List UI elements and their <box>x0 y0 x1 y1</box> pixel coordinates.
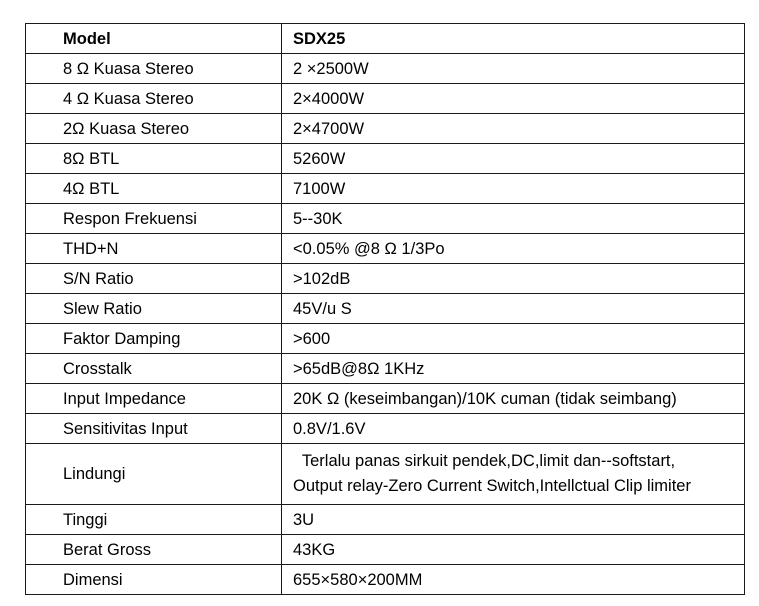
row-label: Faktor Damping <box>26 324 282 354</box>
row-value: >102dB <box>282 264 745 294</box>
row-label: Slew Ratio <box>26 294 282 324</box>
row-label: Sensitivitas Input <box>26 414 282 444</box>
row-label: Berat Gross <box>26 535 282 565</box>
row-value: 7100W <box>282 174 745 204</box>
table-row <box>26 144 745 174</box>
table-row <box>26 174 745 204</box>
spec-table <box>25 23 745 595</box>
table-row <box>26 414 745 444</box>
table-row <box>26 54 745 84</box>
row-label: Dimensi <box>26 565 282 595</box>
header-value: SDX25 <box>282 24 745 54</box>
row-value: 0.8V/1.6V <box>282 414 745 444</box>
row-value: 2 ×2500W <box>282 54 745 84</box>
table-row <box>26 354 745 384</box>
row-value-line: Output relay-Zero Current Switch,Intellctual Clip limiter <box>293 477 691 495</box>
row-value <box>282 444 745 505</box>
row-label: 4 Ω Kuasa Stereo <box>26 84 282 114</box>
row-value: 43KG <box>282 535 745 565</box>
row-label: Input Impedance <box>26 384 282 414</box>
table-row <box>26 444 745 505</box>
row-value: >600 <box>282 324 745 354</box>
table-row <box>26 505 745 535</box>
row-label: S/N Ratio <box>26 264 282 294</box>
table-header-row <box>26 24 745 54</box>
row-value: 45V/u S <box>282 294 745 324</box>
row-label: 8Ω BTL <box>26 144 282 174</box>
header-label: Model <box>26 24 282 54</box>
row-value: 3U <box>282 505 745 535</box>
table-row <box>26 204 745 234</box>
table-row <box>26 565 745 595</box>
row-value: 2×4000W <box>282 84 745 114</box>
table-row <box>26 264 745 294</box>
row-value: 5260W <box>282 144 745 174</box>
row-label: Lindungi <box>26 444 282 505</box>
row-value: 20K Ω (keseimbangan)/10K cuman (tidak seimbang) <box>282 384 745 414</box>
row-value: <0.05% @8 Ω 1/3Po <box>282 234 745 264</box>
row-label: Respon Frekuensi <box>26 204 282 234</box>
table-row <box>26 324 745 354</box>
table-row <box>26 294 745 324</box>
row-label: Crosstalk <box>26 354 282 384</box>
table-row <box>26 384 745 414</box>
row-value: 5--30K <box>282 204 745 234</box>
row-value: 2×4700W <box>282 114 745 144</box>
table-row <box>26 84 745 114</box>
row-label: 4Ω BTL <box>26 174 282 204</box>
row-value: 655×580×200MM <box>282 565 745 595</box>
row-value: >65dB@8Ω 1KHz <box>282 354 745 384</box>
row-label: 2Ω Kuasa Stereo <box>26 114 282 144</box>
table-row <box>26 234 745 264</box>
row-label: 8 Ω Kuasa Stereo <box>26 54 282 84</box>
table-row <box>26 535 745 565</box>
row-label: Tinggi <box>26 505 282 535</box>
row-value-line: Terlalu panas sirkuit pendek,DC,limit dan--softstart, <box>293 452 676 470</box>
table-row <box>26 114 745 144</box>
row-label: THD+N <box>26 234 282 264</box>
